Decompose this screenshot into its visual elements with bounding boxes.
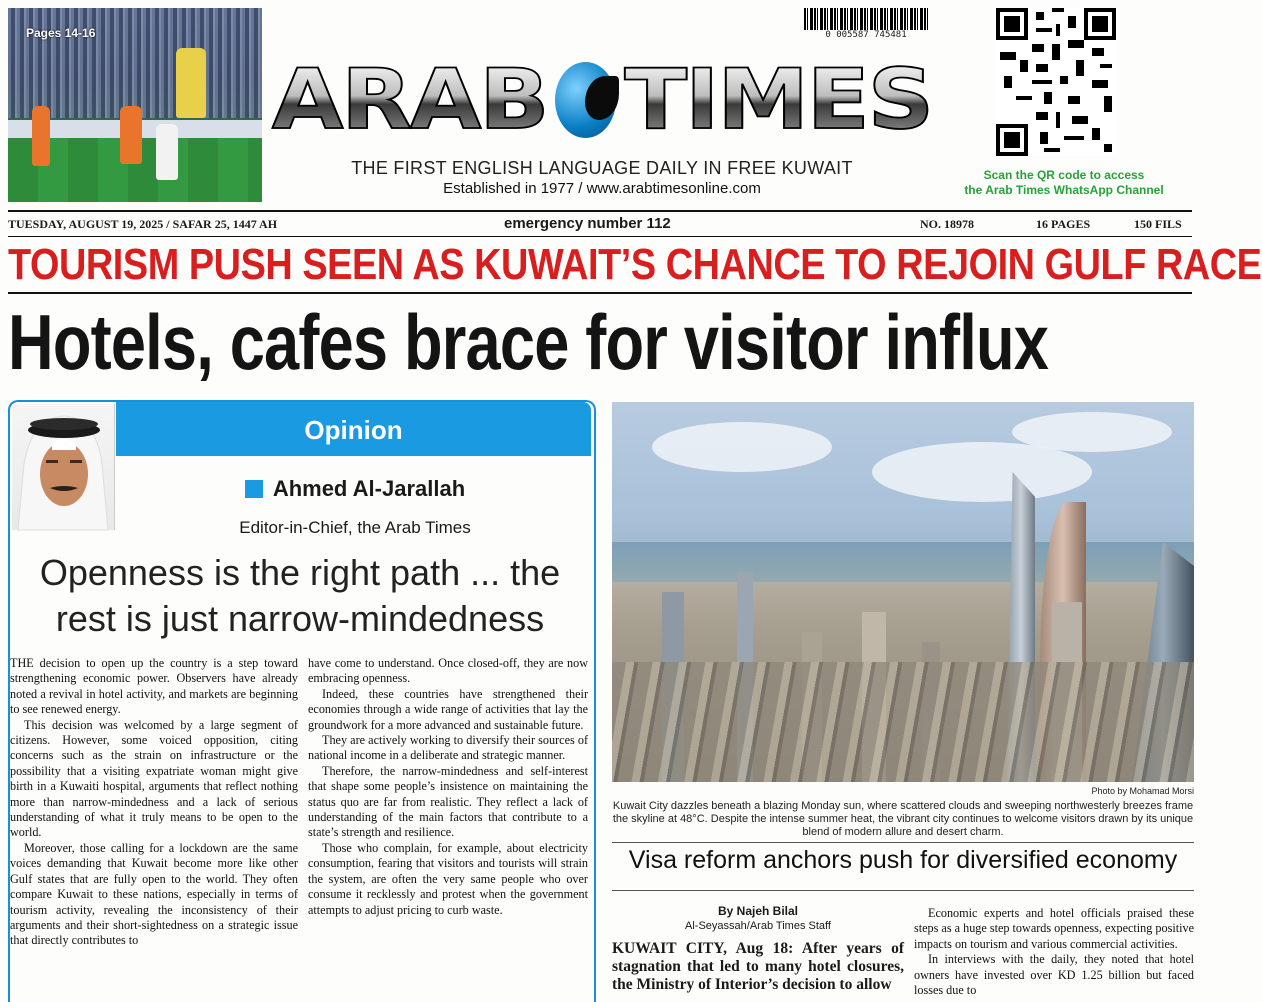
issue-number: NO. 18978 — [920, 217, 974, 231]
stadium-crowd — [8, 8, 262, 118]
kicker-headline[interactable]: TOURISM PUSH SEEN AS KUWAIT’S CHANCE TO REJOIN GULF RACE — [8, 240, 1262, 289]
author-name: Ahmed Al-Jarallah — [272, 476, 466, 501]
paragraph: Moreover, those calling for a lockdown are the same voices demanding that Kuwait become more like other Gulf states that are fully open to the world. They often compare Kuwait to these nations, especially in terms of tourism activity, revealing the inconsistency of their arguments and their short-sightedness on a strategic issue that directly contributes to — [10, 840, 298, 948]
emergency-number: emergency number 112 — [504, 215, 671, 232]
qr-caption-line2: the Arab Times WhatsApp Channel — [964, 183, 1164, 197]
qr-icon — [996, 8, 1116, 156]
author-portrait-image — [12, 404, 114, 530]
goalkeeper-figure — [176, 48, 206, 118]
paragraph: Economic experts and hotel officials praised these steps as a huge step towards openness, expecting positive impacts on tourism and various commercial activities. — [914, 906, 1194, 951]
player-figure — [32, 106, 50, 166]
author-portrait[interactable] — [12, 404, 115, 530]
opinion-column-2 — [308, 656, 588, 982]
paragraph: In interviews with the daily, they noted that hotel owners have invested over KD 1.25 billion but faced losses due to — [914, 952, 1194, 998]
qr-caption — [940, 168, 1188, 198]
opinion-label: Opinion — [116, 402, 591, 456]
paragraph: This decision was welcomed by a large segment of citizens. However, some voiced opposition, citing concerns such as the strain on infrastructure or the possibility that a visiting expatriate woman might give birth in a Kuwaiti hospital, arguments that reflect nothing more than narrow-mindedness and a lack of serious understanding of what it truly means to be open to the world. — [10, 717, 298, 840]
player-figure — [156, 124, 178, 180]
paragraph: They are actively working to diversify their sources of national income in a deliberate and strategic manner. — [308, 733, 588, 763]
masthead-logo[interactable] — [272, 52, 932, 148]
masthead-word-right: TIMES — [624, 51, 932, 148]
opinion-column-1 — [10, 656, 298, 982]
divider — [8, 236, 1192, 237]
opinion-headline-line1[interactable]: Openness is the right path ... the — [39, 552, 561, 593]
cloud — [872, 442, 1092, 502]
price: 150 FILS — [1134, 217, 1182, 231]
player-figure — [120, 106, 142, 164]
eagle-globe-icon — [555, 62, 616, 138]
divider — [8, 292, 1192, 294]
author-name-row — [120, 476, 590, 502]
front-sports-photo[interactable] — [8, 8, 262, 202]
sea — [612, 542, 1194, 582]
masthead-tagline: THE FIRST ENGLISH LANGUAGE DAILY IN FREE KUWAIT — [351, 158, 853, 178]
story-byline-staff: Al-Seyassah/Arab Times Staff — [685, 920, 831, 932]
story-lede: KUWAIT CITY, Aug 18: After years of stagnation that led to many hotel closures, the Ministry of Interior’s decision to allow — [612, 940, 904, 993]
qr-caption-line1: Scan the QR code to access — [983, 168, 1145, 182]
main-headline[interactable]: Hotels, cafes brace for visitor influx — [8, 298, 1049, 386]
story-subhead[interactable]: Visa reform anchors push for diversified economy — [628, 846, 1178, 874]
photo-caption: Kuwait City dazzles beneath a blazing Monday sun, where scattered clouds and sweeping northwesterly breezes frame the skyline at 48°C. Despite the intense summer heat, the vibrant city continues to welcome visitors drawn by its unique blend of modern allure and desert charm. — [612, 800, 1194, 838]
kuwait-city-skyline-photo[interactable] — [612, 402, 1194, 782]
city-blocks — [612, 662, 1194, 782]
author-title: Editor-in-Chief, the Arab Times — [239, 518, 471, 537]
paragraph: have come to understand. Once closed-off, they are now embracing openness. — [308, 656, 588, 686]
barcode-number: 0 005587 745481 — [800, 30, 932, 40]
masthead-word-left: ARAB — [272, 51, 548, 148]
issue-date: TUESDAY, AUGUST 19, 2025 / SAFAR 25, 1447 AH — [8, 217, 278, 231]
pages-label: Pages 14-16 — [26, 26, 96, 40]
paragraph: Therefore, the narrow-mindedness and self-interest that shape some people’s insistence on maintaining the status quo are far from realistic. They reflect a lack of understanding of the main factors that contribute to a state’s strength and resilience. — [308, 763, 588, 840]
story-byline: By Najeh Bilal — [717, 904, 799, 918]
opinion-headline-line2[interactable]: rest is just narrow-mindedness — [55, 598, 545, 639]
story-column-2 — [914, 906, 1194, 998]
masthead-established[interactable]: Established in 1977 / www.arabtimesonline.com — [443, 180, 761, 197]
paragraph: Indeed, these countries have strengthened their economies through a wide range of activities that lay the groundwork for a more advanced and sustainable future. — [308, 686, 588, 732]
divider — [612, 842, 1194, 843]
divider — [8, 210, 1192, 212]
bullet-square-icon — [245, 480, 263, 498]
qr-code[interactable] — [996, 8, 1116, 156]
paragraph: Those who complain, for example, about electricity consumption, fearing that visitors and tourists will strain the system, are often the very same people who over consume it recklessly and protest when the government attempts to adjust pricing to curb waste. — [308, 840, 588, 917]
divider — [612, 890, 1194, 891]
dateline-bar — [8, 215, 1192, 235]
page-count: 16 PAGES — [1036, 217, 1091, 231]
cloud — [1012, 412, 1172, 452]
cloud — [652, 422, 832, 472]
paragraph: THE decision to open up the country is a step toward strengthening economic power. Observers have already noted a revival in hotel activity, and markets are beginning to see renewed energy. — [10, 656, 298, 717]
photo-credit: Photo by Mohamad Morsi — [1091, 786, 1194, 796]
